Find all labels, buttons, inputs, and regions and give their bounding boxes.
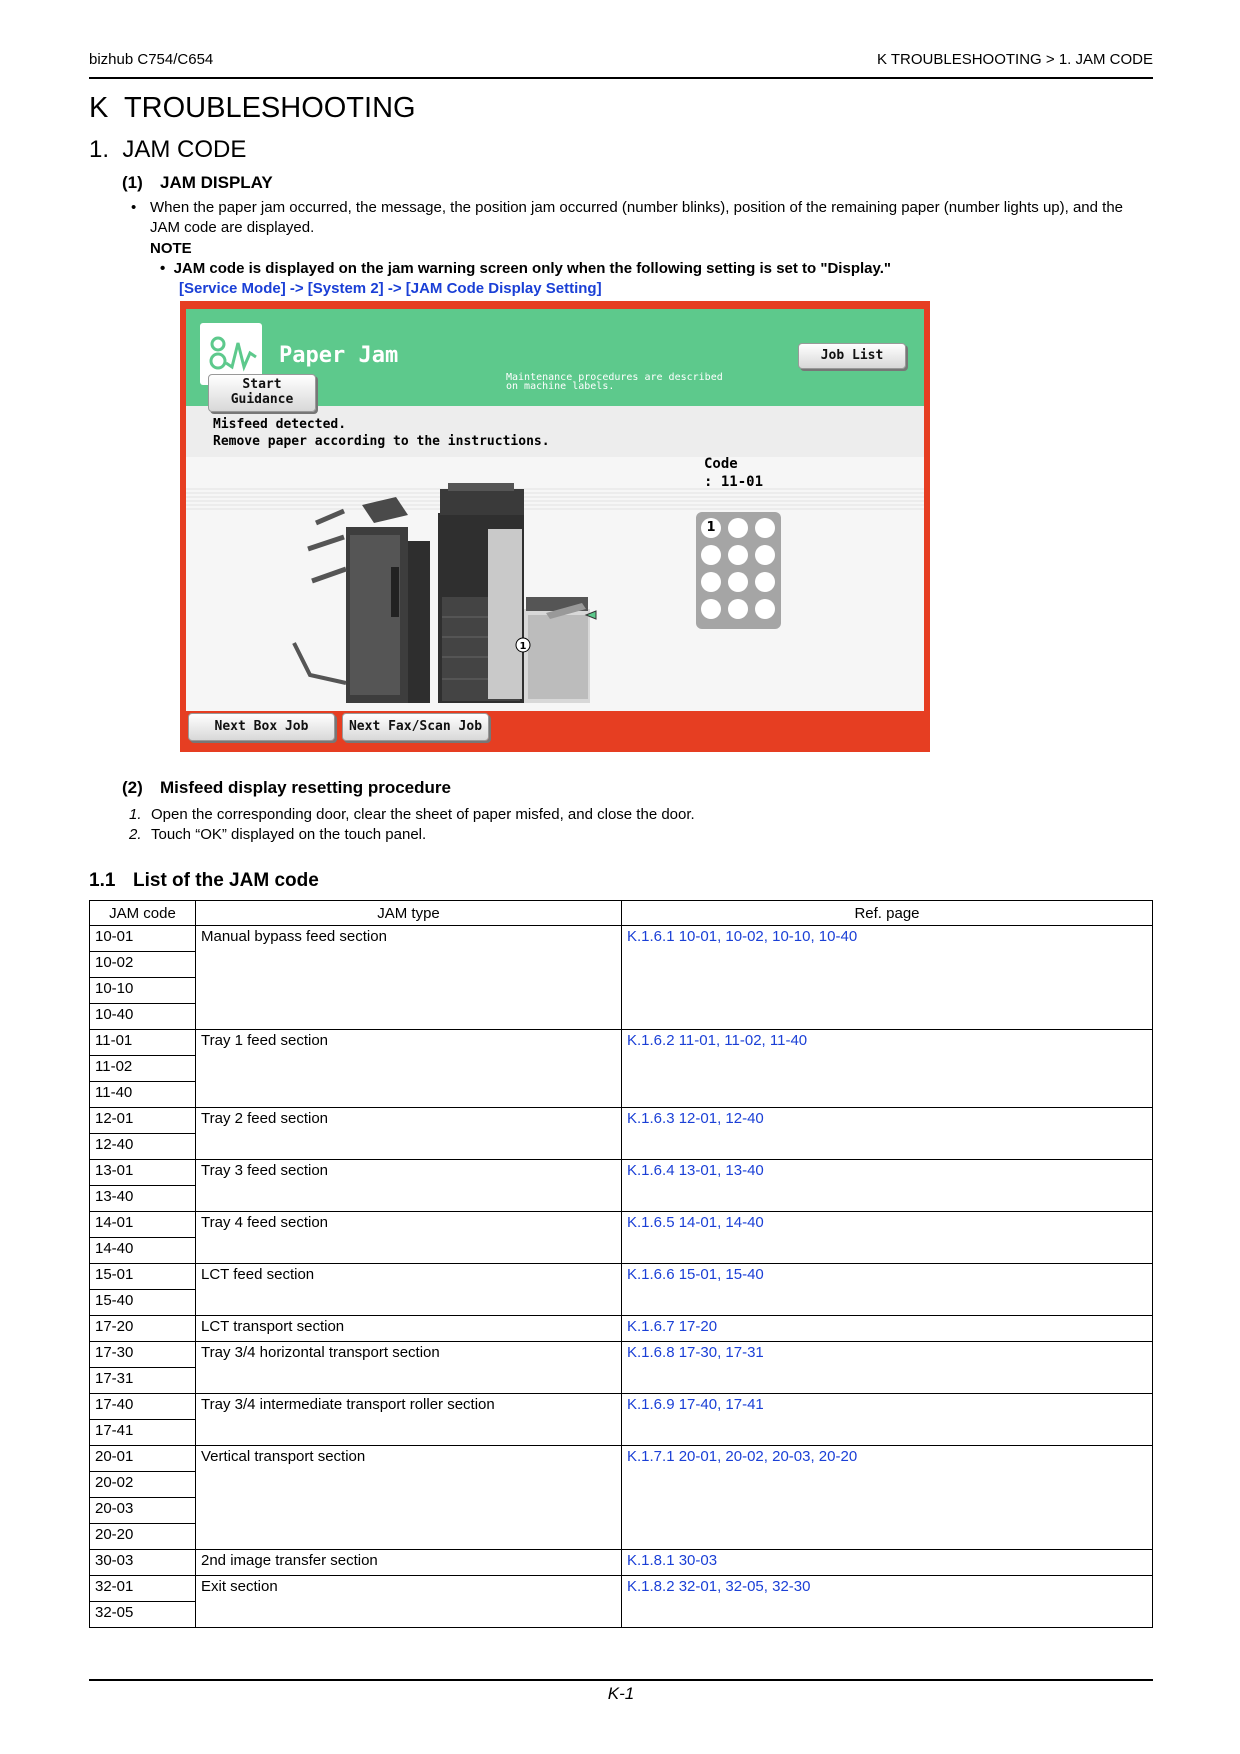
maintenance-line-2: on machine labels. <box>506 381 615 392</box>
jam-code-cell: 17-31 <box>90 1368 196 1394</box>
jam-code-table <box>89 900 1153 1628</box>
jam-code-cell: 13-01 <box>90 1160 196 1186</box>
note-setting-path[interactable]: [Service Mode] -> [System 2] -> [JAM Code Display Setting] <box>179 280 602 297</box>
chapter-name: TROUBLESHOOTING <box>123 92 416 124</box>
chapter-title <box>89 92 416 125</box>
jam-position-1: 1 <box>701 518 721 538</box>
machine-illustration <box>186 457 924 711</box>
jam-position-grid <box>696 512 781 629</box>
jam-code-cell: 32-05 <box>90 1602 196 1628</box>
table-row <box>90 1160 1153 1186</box>
table-row <box>90 1030 1153 1056</box>
table-header-row <box>90 901 1153 926</box>
page-number: K-1 <box>607 1684 635 1703</box>
start-guidance-button[interactable] <box>208 374 316 412</box>
step-number: 2. <box>129 826 142 843</box>
jam-type-cell: Tray 4 feed section <box>196 1212 622 1264</box>
header-breadcrumb: K TROUBLESHOOTING > 1. JAM CODE <box>876 51 1153 68</box>
jam-code-cell: 10-02 <box>90 952 196 978</box>
message-line-1: Misfeed detected. <box>213 417 347 432</box>
table-row <box>90 1316 1153 1342</box>
jam-code-cell: 15-01 <box>90 1264 196 1290</box>
jam-list-number: 1.1 <box>89 870 116 891</box>
jam-type-cell: LCT feed section <box>196 1264 622 1316</box>
table-row <box>90 1394 1153 1420</box>
jam-type-cell: Exit section <box>196 1576 622 1628</box>
message-line-2: Remove paper according to the instructions. <box>213 434 550 449</box>
ref-page-link[interactable]: K.1.6.4 13-01, 13-40 <box>622 1160 1153 1212</box>
paper-jam-screen <box>180 301 930 752</box>
jam-list-heading <box>89 870 319 892</box>
next-fax-scan-job-button[interactable]: Next Fax/Scan Job <box>342 713 489 741</box>
table-row <box>90 1264 1153 1290</box>
section-number: 1. <box>89 136 110 163</box>
jam-code-cell: 11-01 <box>90 1030 196 1056</box>
ref-page-link[interactable]: K.1.6.6 15-01, 15-40 <box>622 1264 1153 1316</box>
position-indicator <box>755 599 775 619</box>
header-model: bizhub C754/C654 <box>89 51 214 68</box>
footer-divider <box>89 1679 1153 1681</box>
position-indicator <box>728 518 748 538</box>
jam-code-cell: 13-40 <box>90 1186 196 1212</box>
note-text-content: JAM code is displayed on the jam warning screen only when the following setting is set to "Display." <box>173 260 892 277</box>
table-row <box>90 1446 1153 1472</box>
step-text: Open the corresponding door, clear the sheet of paper misfed, and close the door. <box>151 806 695 823</box>
jam-code-cell: 17-30 <box>90 1342 196 1368</box>
reset-heading <box>122 778 451 798</box>
ref-page-link[interactable]: K.1.6.8 17-30, 17-31 <box>622 1342 1153 1394</box>
jam-code-cell: 20-03 <box>90 1498 196 1524</box>
jam-code-display <box>704 455 763 491</box>
job-list-button[interactable]: Job List <box>798 343 906 369</box>
panel-title: Paper Jam <box>279 343 399 368</box>
jam-type-cell: Tray 2 feed section <box>196 1108 622 1160</box>
misfeed-message <box>213 416 550 450</box>
ref-page-link[interactable]: K.1.6.7 17-20 <box>622 1316 1153 1342</box>
jam-code-cell: 11-02 <box>90 1056 196 1082</box>
jam-code-cell: 12-01 <box>90 1108 196 1134</box>
jam-code-cell: 30-03 <box>90 1550 196 1576</box>
table-row <box>90 1550 1153 1576</box>
jam-code-cell: 32-01 <box>90 1576 196 1602</box>
jam-code-cell: 17-41 <box>90 1420 196 1446</box>
position-indicator <box>701 572 721 592</box>
jam-code-cell: 11-40 <box>90 1082 196 1108</box>
jam-list-title: List of the JAM code <box>133 870 319 891</box>
position-indicator <box>755 545 775 565</box>
jam-code-cell: 10-10 <box>90 978 196 1004</box>
ref-page-link[interactable]: K.1.7.1 20-01, 20-02, 20-03, 20-20 <box>622 1446 1153 1550</box>
ref-page-link[interactable]: K.1.6.9 17-40, 17-41 <box>622 1394 1153 1446</box>
position-indicator <box>755 518 775 538</box>
section-title <box>89 136 246 164</box>
jam-code-cell: 14-01 <box>90 1212 196 1238</box>
step-number: 1. <box>129 806 142 823</box>
section-name: JAM CODE <box>122 136 247 163</box>
code-label: Code <box>704 456 738 472</box>
jam-type-cell: Tray 3/4 intermediate transport roller section <box>196 1394 622 1446</box>
bullet-text: When the paper jam occurred, the message, the position jam occurred (number blinks), position of the remaining paper (number lights up), and the JAM code are displayed. <box>150 199 1124 236</box>
chapter-letter: K <box>89 92 109 124</box>
ref-page-link[interactable]: K.1.8.2 32-01, 32-05, 32-30 <box>622 1576 1153 1628</box>
guidance-label: Guidance <box>230 392 294 407</box>
table-row <box>90 1108 1153 1134</box>
position-indicator <box>701 545 721 565</box>
svg-text:1: 1 <box>519 641 527 652</box>
column-header: JAM type <box>196 901 622 926</box>
position-indicator <box>728 599 748 619</box>
position-indicator <box>728 545 748 565</box>
jam-type-cell: Manual bypass feed section <box>196 926 622 1030</box>
jam-type-cell: Tray 3 feed section <box>196 1160 622 1212</box>
reset-title: Misfeed display resetting procedure <box>160 778 451 797</box>
ref-page-link[interactable]: K.1.8.1 30-03 <box>622 1550 1153 1576</box>
ref-page-link[interactable]: K.1.6.2 11-01, 11-02, 11-40 <box>622 1030 1153 1108</box>
step-text: Touch “OK” displayed on the touch panel. <box>151 826 427 843</box>
jam-type-cell: 2nd image transfer section <box>196 1550 622 1576</box>
jam-code-cell: 12-40 <box>90 1134 196 1160</box>
table-row <box>90 1576 1153 1602</box>
jam-display-heading <box>122 173 273 193</box>
jam-code-cell: 20-01 <box>90 1446 196 1472</box>
maintenance-text <box>506 373 723 391</box>
jam-code-cell: 10-01 <box>90 926 196 952</box>
jam-code-cell: 14-40 <box>90 1238 196 1264</box>
jam-code-cell: 15-40 <box>90 1290 196 1316</box>
table-body <box>90 926 1153 1628</box>
column-header: Ref. page <box>622 901 1153 926</box>
note-label: NOTE <box>150 240 192 257</box>
table-row <box>90 926 1153 952</box>
jam-type-cell: Vertical transport section <box>196 1446 622 1550</box>
ref-page-link[interactable]: K.1.6.5 14-01, 14-40 <box>622 1212 1153 1264</box>
position-indicator <box>728 572 748 592</box>
panel-footer <box>180 711 930 752</box>
next-box-job-button[interactable]: Next Box Job <box>188 713 335 741</box>
jam-display-number: (1) <box>122 173 143 192</box>
jam-display-title: JAM DISPLAY <box>160 173 273 192</box>
header-divider <box>89 77 1153 79</box>
ref-page-link[interactable]: K.1.6.3 12-01, 12-40 <box>622 1108 1153 1160</box>
table-row <box>90 1212 1153 1238</box>
code-value: : 11-01 <box>704 474 764 490</box>
position-indicator <box>755 572 775 592</box>
start-label: Start <box>242 377 282 392</box>
maintenance-line-1: Maintenance procedures are described <box>506 372 723 383</box>
jam-code-cell: 17-20 <box>90 1316 196 1342</box>
jam-code-cell: 20-20 <box>90 1524 196 1550</box>
column-header: JAM code <box>90 901 196 926</box>
jam-type-cell: Tray 3/4 horizontal transport section <box>196 1342 622 1394</box>
ref-page-link[interactable]: K.1.6.1 10-01, 10-02, 10-10, 10-40 <box>622 926 1153 1030</box>
paper-jam-panel <box>186 309 924 711</box>
note-text: • JAM code is displayed on the jam warning screen only when the following setting is set to "Display." <box>160 260 892 277</box>
jam-code-cell: 10-40 <box>90 1004 196 1030</box>
position-indicator <box>701 599 721 619</box>
table-row <box>90 1342 1153 1368</box>
jam-type-cell: Tray 1 feed section <box>196 1030 622 1108</box>
jam-code-cell: 20-02 <box>90 1472 196 1498</box>
jam-type-cell: LCT transport section <box>196 1316 622 1342</box>
bullet-dot: • <box>131 199 137 216</box>
reset-number: (2) <box>122 778 143 797</box>
jam-code-cell: 17-40 <box>90 1394 196 1420</box>
